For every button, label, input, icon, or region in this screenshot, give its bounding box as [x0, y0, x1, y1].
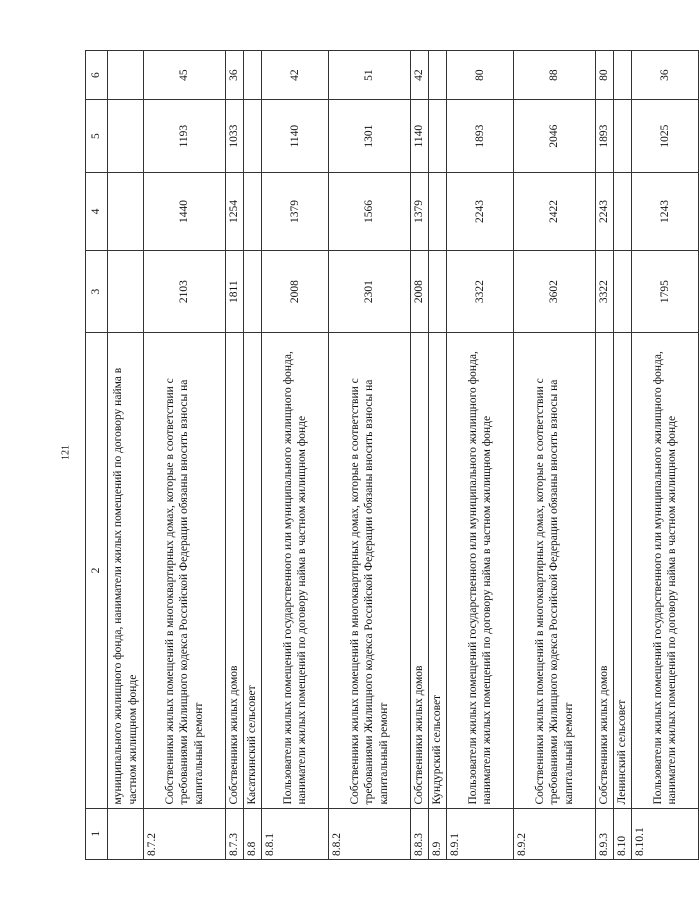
- value-col5: 1893: [447, 100, 514, 173]
- row-code: 8.9.2: [514, 808, 596, 859]
- value-col5: 2046: [514, 100, 596, 173]
- value-col4: 2243: [596, 173, 614, 251]
- value-col5: 1301: [329, 100, 411, 173]
- header-cell-3: 3: [86, 250, 108, 333]
- row-code: 8.8.3: [411, 808, 429, 859]
- header-cell-6: 6: [86, 51, 108, 100]
- row-description: Собственники жилых помещений в многоквартирных домах, которые в соответствии с требованиями Жилищного кодекса Российской Федерации обязаны вносить взносы на капитальный ремонт: [144, 333, 226, 808]
- value-col6: [108, 51, 144, 100]
- value-col3: [108, 250, 144, 333]
- value-col5: [429, 100, 447, 173]
- row-description: Собственники жилых помещений в многоквартирных домах, которые в соответствии с требованиями Жилищного кодекса Российской Федерации обязаны вносить взносы на капитальный ремонт: [329, 333, 411, 808]
- table-row: [514, 51, 596, 860]
- value-col5: [614, 100, 632, 173]
- row-code: 8.7.3: [226, 808, 244, 859]
- row-code: 8.8: [244, 808, 262, 859]
- value-col5: 1893: [596, 100, 614, 173]
- value-col6: 80: [447, 51, 514, 100]
- row-code: 8.8.2: [329, 808, 411, 859]
- value-col5: [108, 100, 144, 173]
- row-code: 8.9.3: [596, 808, 614, 859]
- row-description: муниципального жилищного фонда, наниматели жилых помещений по договору найма в частном жилищном фонде: [108, 333, 144, 808]
- value-col3: [429, 250, 447, 333]
- value-col4: 1254: [226, 173, 244, 251]
- value-col3: 1795: [632, 250, 699, 333]
- value-col4: 1566: [329, 173, 411, 251]
- header-cell-5: 5: [86, 100, 108, 173]
- row-description: Ленинский сельсовет: [614, 333, 632, 808]
- row-code: 8.9: [429, 808, 447, 859]
- page-number: 121: [60, 445, 72, 460]
- value-col6: 51: [329, 51, 411, 100]
- row-code: 8.7.2: [144, 808, 226, 859]
- value-col6: 42: [262, 51, 329, 100]
- header-cell-1: 1: [86, 808, 108, 859]
- value-col6: 36: [226, 51, 244, 100]
- header-cell-4: 4: [86, 173, 108, 251]
- value-col3: 2301: [329, 250, 411, 333]
- value-col5: 1140: [262, 100, 329, 173]
- table-header-row: [86, 51, 108, 860]
- value-col5: 1140: [411, 100, 429, 173]
- table-row: [447, 51, 514, 860]
- value-col6: 42: [411, 51, 429, 100]
- value-col6: 36: [632, 51, 699, 100]
- value-col5: 1193: [144, 100, 226, 173]
- row-description: Собственники жилых домов: [596, 333, 614, 808]
- table-row: [632, 51, 699, 860]
- value-col4: [614, 173, 632, 251]
- value-col6: 45: [144, 51, 226, 100]
- row-description: Пользователи жилых помещений государственного или муниципального жилищного фонда, наниматели жилых помещений по договору найма в частном жилищном фонде: [632, 333, 699, 808]
- value-col6: [614, 51, 632, 100]
- value-col4: [108, 173, 144, 251]
- value-col4: [429, 173, 447, 251]
- table-row: [262, 51, 329, 860]
- table-row: [596, 51, 614, 860]
- value-col3: 3322: [596, 250, 614, 333]
- table-row: [226, 51, 244, 860]
- rotated-table-region: [85, 50, 678, 860]
- value-col3: 2008: [411, 250, 429, 333]
- row-code: 8.10: [614, 808, 632, 859]
- table-row: [329, 51, 411, 860]
- value-col4: 1243: [632, 173, 699, 251]
- row-code: 8.8.1: [262, 808, 329, 859]
- row-description: Собственники жилых помещений в многоквартирных домах, которые в соответствии с требованиями Жилищного кодекса Российской Федерации обязаны вносить взносы на капитальный ремонт: [514, 333, 596, 808]
- value-col6: 80: [596, 51, 614, 100]
- row-description: Собственники жилых домов: [411, 333, 429, 808]
- value-col5: 1025: [632, 100, 699, 173]
- row-description: Пользователи жилых помещений государственного или муниципального жилищного фонда, наниматели жилых помещений по договору найма в частном жилищном фонде: [447, 333, 514, 808]
- tariff-table: [85, 50, 699, 860]
- table-row: [614, 51, 632, 860]
- table-row: [429, 51, 447, 860]
- value-col4: 1379: [411, 173, 429, 251]
- row-code: 8.9.1: [447, 808, 514, 859]
- value-col3: [244, 250, 262, 333]
- value-col4: 1379: [262, 173, 329, 251]
- value-col6: [244, 51, 262, 100]
- row-description: Касаткинский сельсовет: [244, 333, 262, 808]
- value-col3: 3322: [447, 250, 514, 333]
- row-code: 8.10.1: [632, 808, 699, 859]
- table-row: [411, 51, 429, 860]
- row-code: [108, 808, 144, 859]
- value-col3: 2008: [262, 250, 329, 333]
- value-col3: 1811: [226, 250, 244, 333]
- header-cell-2: 2: [86, 333, 108, 808]
- value-col4: 2243: [447, 173, 514, 251]
- row-description: Пользователи жилых помещений государственного или муниципального жилищного фонда, наниматели жилых помещений по договору найма в частном жилищном фонде: [262, 333, 329, 808]
- value-col4: 1440: [144, 173, 226, 251]
- value-col3: 3602: [514, 250, 596, 333]
- table-row: [108, 51, 144, 860]
- value-col3: [614, 250, 632, 333]
- value-col5: 1033: [226, 100, 244, 173]
- table-row: [244, 51, 262, 860]
- value-col6: [429, 51, 447, 100]
- value-col4: [244, 173, 262, 251]
- table-row: [144, 51, 226, 860]
- value-col6: 88: [514, 51, 596, 100]
- value-col3: 2103: [144, 250, 226, 333]
- row-description: Собственники жилых домов: [226, 333, 244, 808]
- value-col5: [244, 100, 262, 173]
- value-col4: 2422: [514, 173, 596, 251]
- row-description: Кундурский сельсовет: [429, 333, 447, 808]
